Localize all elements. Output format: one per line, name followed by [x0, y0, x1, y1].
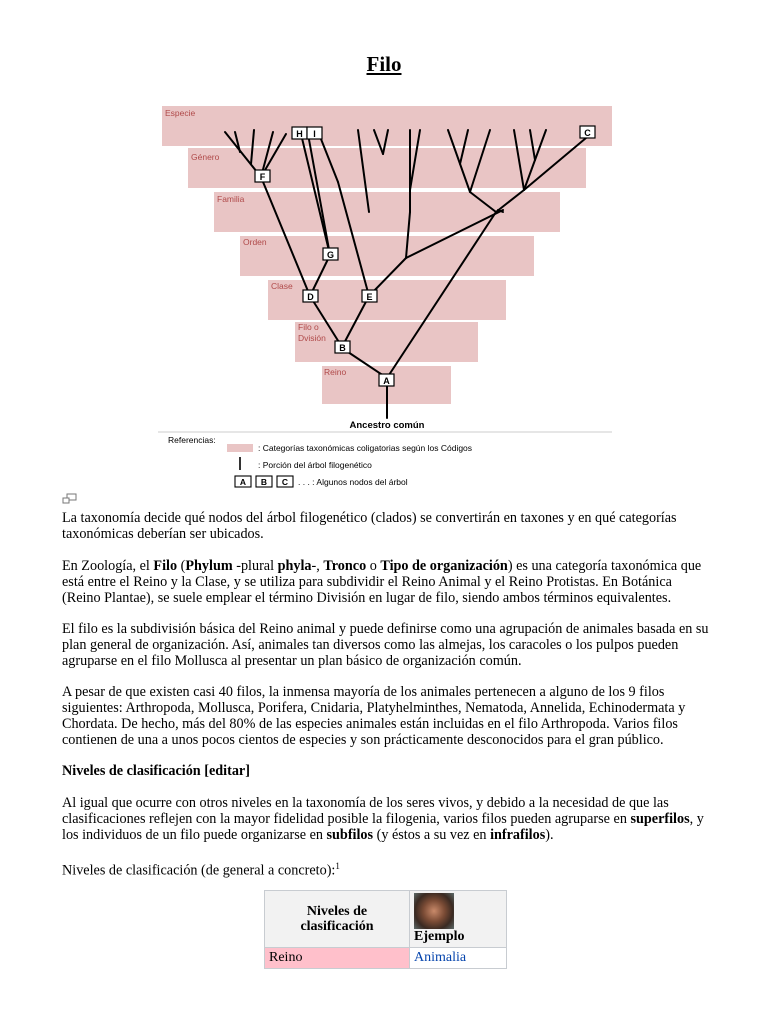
- header-ejemplo: Ejemplo: [410, 891, 507, 948]
- rank-label-orden: Orden: [243, 237, 267, 247]
- paragraph-taxonomia: La taxonomía decide qué nodos del árbol filogenético (clados) se convertirán en taxones y en qué categorías taxonómicas deberían ser ubicados.: [62, 510, 677, 542]
- svg-text:C: C: [584, 128, 591, 138]
- diagram-legend: [168, 435, 472, 487]
- node-f: [255, 170, 270, 182]
- term-infrafilos: infrafilos: [490, 827, 546, 843]
- cell-level-reino: Reino: [265, 948, 410, 969]
- term-tronco: Tronco: [323, 558, 367, 574]
- svg-text:E: E: [366, 292, 373, 302]
- svg-text:A: A: [239, 477, 247, 487]
- term-filo: Filo: [153, 558, 178, 574]
- svg-text:H: H: [296, 129, 303, 139]
- legend-node-samples: [235, 476, 293, 487]
- table-row: [265, 948, 507, 969]
- example-organism-image[interactable]: [414, 893, 454, 929]
- node-b: [335, 341, 350, 353]
- svg-text:B: B: [260, 477, 268, 487]
- svg-text:G: G: [326, 250, 335, 260]
- rank-label-genero: Género: [191, 152, 220, 162]
- svg-text:I: I: [313, 129, 316, 139]
- classification-table: [264, 890, 507, 969]
- node-d: [303, 290, 318, 302]
- legend-heading: Referencias:: [168, 435, 216, 445]
- term-phylum: Phylum: [185, 558, 233, 574]
- band-familia: [214, 192, 560, 232]
- term-subfilos: subfilos: [326, 827, 374, 843]
- node-a: [379, 374, 394, 386]
- page-title: Filo: [366, 52, 402, 76]
- levels-intro: Niveles de clasificación (de general a concreto):$^1$: [62, 861, 340, 879]
- node-c: [580, 126, 595, 138]
- svg-text:C: C: [281, 477, 289, 487]
- rank-label-division: Dvisión: [298, 333, 326, 343]
- node-h: [292, 127, 307, 139]
- band-orden: [240, 236, 534, 276]
- legend-item-branches: : Porción del árbol filogenético: [258, 460, 372, 470]
- rank-label-filo: Filo o: [298, 322, 319, 332]
- edit-link[interactable]: [editar]: [204, 763, 250, 779]
- legend-item-bands: : Categorías taxonómicas coligatorias según los Códigos: [258, 443, 473, 453]
- rank-label-familia: Familia: [217, 194, 245, 204]
- term-superfilos: superfilos: [630, 811, 690, 827]
- section-heading: Niveles de clasificación [editar]: [62, 763, 250, 779]
- rank-label-reino: Reino: [324, 367, 347, 377]
- svg-text:A: A: [383, 376, 390, 386]
- svg-text:D: D: [307, 292, 314, 302]
- phylogenetic-tree-diagram: [158, 100, 618, 495]
- header-niveles: Niveles de clasificación: [265, 891, 410, 948]
- node-g: [323, 248, 338, 260]
- paragraph-filos: A pesar de que existen casi 40 filos, la inmensa mayoría de los animales pertenecen a alguno de los 9 filos siguientes: Arthropoda, Mollusca, Porifera, Cnidaria, Platyhelminthes, Nematoda, Annelida, Echinodermata y Chordata. De hecho, más del 80% de las especies animales están incluidas en el filo Arthropoda. Varios filos contienen de una a unos pocos cientos de especies y son prácticamente desconocidos para el gran público.: [62, 684, 686, 748]
- svg-text:B: B: [339, 343, 346, 353]
- term-phyla: phyla: [277, 558, 312, 574]
- node-e: [362, 290, 377, 302]
- enlarge-icon[interactable]: [62, 493, 78, 505]
- table-header-row: [265, 891, 507, 948]
- legend-item-nodes: . . . : Algunos nodos del árbol: [298, 477, 408, 487]
- rank-label-clase: Clase: [271, 281, 293, 291]
- rank-bands: [162, 106, 612, 404]
- legend-band-swatch: [227, 444, 253, 452]
- svg-text:F: F: [259, 172, 266, 182]
- link-animalia[interactable]: Animalia: [410, 948, 507, 969]
- paragraph-superfilos: Al igual que ocurre con otros niveles en la taxonomía de los seres vivos, y debido a la necesidad de que las clasificaciones reflejen con la mayor fidelidad posible la filogenia, varios filos pueden agruparse en superfilos, y los individuos de un filo puede organizarse en subfilos (y éstos a su vez en infrafilos).: [62, 795, 704, 843]
- paragraph-subdivision: El filo es la subdivisión básica del Reino animal y puede definirse como una agrupación de animales basada en su plan general de organización. Así, animales tan diversos como las almejas, los caracoles o los pulpos pueden agruparse en el filo Mollusca al presentar un plan básico de organización común.: [62, 621, 709, 669]
- node-i: [307, 127, 322, 139]
- reference-marker[interactable]: 1: [335, 861, 340, 871]
- term-tipo-organizacion: Tipo de organización: [380, 558, 508, 574]
- band-especie: [162, 106, 612, 146]
- root-label: Ancestro común: [349, 420, 425, 431]
- paragraph-zoologia: En Zoología, el Filo (Phylum -plural phyla-, Tronco o Tipo de organización) es una categoría taxonómica que está entre el Reino y la Clase, y se utiliza para subdividir el Reino Animal y el Reino Protistas. En Botánica (Reino Plantae), se suele emplear el término División en lugar de filo, siendo ambos términos equivalentes.: [62, 558, 702, 606]
- rank-label-especie: Especie: [165, 108, 196, 118]
